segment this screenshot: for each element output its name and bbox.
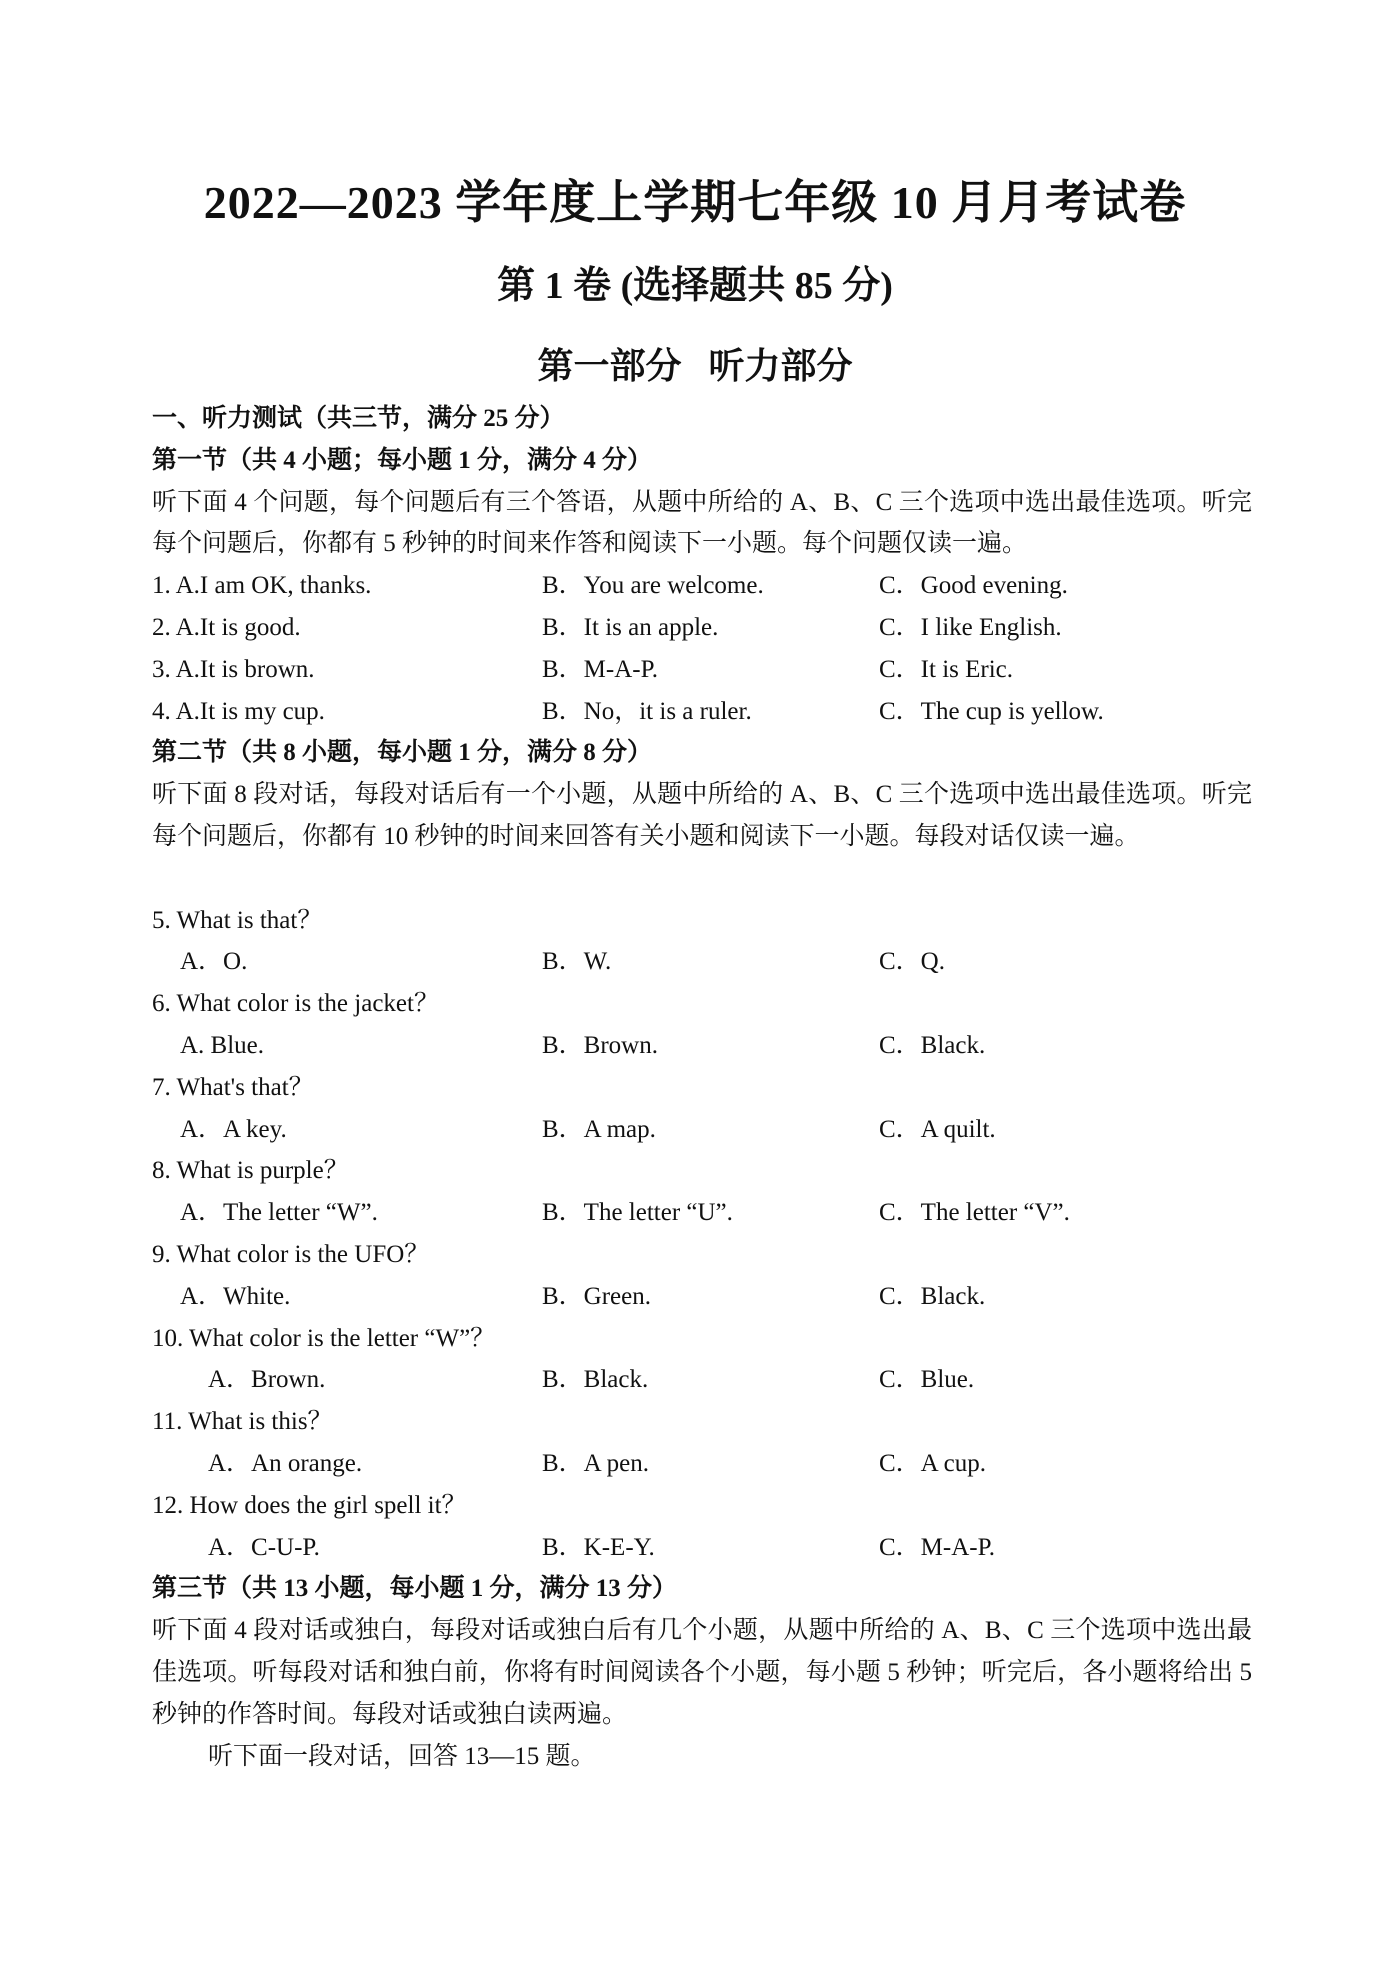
- option-a: 3. A.It is brown.: [152, 655, 315, 683]
- option-b: B．Green.: [542, 1282, 651, 1310]
- option-a: 1. A.I am OK, thanks.: [152, 572, 372, 600]
- option-c: C．Q.: [879, 948, 945, 976]
- sec2-heading: 第二节（共 8 小题，每小题 1 分，满分 8 分）: [152, 739, 653, 767]
- question-stem: [152, 1234, 1252, 1276]
- options-row: [152, 1359, 1252, 1401]
- option-a: A．Brown.: [208, 1366, 326, 1394]
- option-a: A．An orange.: [208, 1449, 363, 1477]
- sec3-prompt: 听下面一段对话，回答 13—15 题。: [208, 1742, 596, 1770]
- option-b: B．You are welcome.: [542, 572, 764, 600]
- sec1-heading: 第一节（共 4 小题；每小题 1 分，满分 4 分）: [152, 446, 653, 474]
- question-text: 7. What's that？: [152, 1073, 314, 1101]
- option-c: C．M-A-P.: [879, 1533, 995, 1561]
- sec2-instructions: 听下面 8 段对话，每段对话后有一个小题，从题中所给的 A、B、C 三个选项中选出最佳选项。听完每个问题后，你都有 10 秒钟的时间来回答有关小题和阅读下一小题。每段对话仅读一遍。: [152, 781, 1252, 850]
- option-a: A．A key.: [180, 1115, 287, 1143]
- option-a: A．C-U-P.: [208, 1533, 320, 1561]
- option-b: B．No，it is a ruler.: [542, 697, 752, 725]
- part-title: 第一部分 听力部分: [537, 346, 853, 386]
- sec1-instructions: 听下面 4 个问题，每个问题后有三个答语，从题中所给的 A、B、C 三个选项中选出最佳选项。听完每个问题后，你都有 5 秒钟的时间来作答和阅读下一小题。每个问题仅读一遍。: [152, 488, 1252, 558]
- option-c: C．Black.: [879, 1282, 986, 1310]
- question-text: 8. What is purple？: [152, 1157, 349, 1185]
- question-row: [152, 649, 1252, 691]
- option-a: A．White.: [180, 1282, 291, 1310]
- options-row: [152, 1192, 1252, 1234]
- question-stem: [152, 983, 1252, 1025]
- option-b: B．Brown.: [542, 1031, 658, 1059]
- options-row: [152, 941, 1252, 983]
- option-a: 2. A.It is good.: [152, 613, 301, 641]
- option-b: B．M-A-P.: [542, 655, 658, 683]
- option-c: C．A cup.: [879, 1449, 986, 1477]
- question-stem: [152, 1401, 1252, 1443]
- question-text: 11. What is this？: [152, 1408, 333, 1436]
- option-c: C．The letter “V”.: [879, 1199, 1070, 1227]
- options-row: [152, 1109, 1252, 1151]
- question-text: 5. What is that？: [152, 906, 323, 934]
- sec3-heading: 第三节（共 13 小题，每小题 1 分，满分 13 分）: [152, 1575, 678, 1603]
- options-row: [152, 1276, 1252, 1318]
- option-c: C．Blue.: [879, 1366, 975, 1394]
- section-heading: 一、听力测试（共三节，满分 25 分）: [152, 405, 565, 432]
- exam-content: [152, 398, 1252, 1777]
- option-a: A. Blue.: [180, 1031, 265, 1059]
- option-b: B．W.: [542, 948, 612, 976]
- question-row: [152, 607, 1252, 649]
- exam-title: 2022—2023 学年度上学期七年级 10 月月考试卷: [203, 177, 1187, 228]
- option-c: C．Good evening.: [879, 572, 1068, 600]
- options-row: [152, 1025, 1252, 1067]
- option-a: A．The letter “W”.: [180, 1199, 378, 1227]
- volume-subtitle: 第 1 卷 (选择题共 85 分): [497, 265, 893, 307]
- option-b: B．A map.: [542, 1115, 656, 1143]
- question-stem: [152, 1150, 1252, 1192]
- options-row: [152, 1527, 1252, 1569]
- question-text: 6. What color is the jacket？: [152, 990, 439, 1018]
- sec3-instructions: 听下面 4 段对话或独白，每段对话或独白后有几个小题，从题中所给的 A、B、C 三个选项中选出最佳选项。听每段对话和独白前，你将有时间阅读各个小题，每小题 5 秒钟；听完后，各小题将给出 5 秒钟的作答时间。每段对话或独白读两遍。: [152, 1617, 1252, 1728]
- question-stem: [152, 900, 1252, 942]
- options-row: [152, 1443, 1252, 1485]
- option-b: B．A pen.: [542, 1449, 649, 1477]
- question-text: 12. How does the girl spell it？: [152, 1491, 467, 1519]
- option-a: A．O.: [180, 948, 248, 976]
- question-stem: [152, 1067, 1252, 1109]
- question-stem: [152, 1485, 1252, 1527]
- question-text: 9. What color is the UFO？: [152, 1240, 430, 1268]
- question-stem: [152, 1318, 1252, 1360]
- option-c: C．The cup is yellow.: [879, 697, 1104, 725]
- question-row: [152, 691, 1252, 733]
- question-text: 10. What color is the letter “W”？: [152, 1324, 496, 1352]
- option-b: B．K-E-Y.: [542, 1533, 655, 1561]
- option-b: B．Black.: [542, 1366, 649, 1394]
- option-c: C．I like English.: [879, 613, 1062, 641]
- option-b: B．It is an apple.: [542, 613, 719, 641]
- option-b: B．The letter “U”.: [542, 1199, 733, 1227]
- option-c: C．Black.: [879, 1031, 986, 1059]
- option-a: 4. A.It is my cup.: [152, 697, 325, 725]
- option-c: C．It is Eric.: [879, 655, 1014, 683]
- option-c: C．A quilt.: [879, 1115, 996, 1143]
- question-row: [152, 565, 1252, 607]
